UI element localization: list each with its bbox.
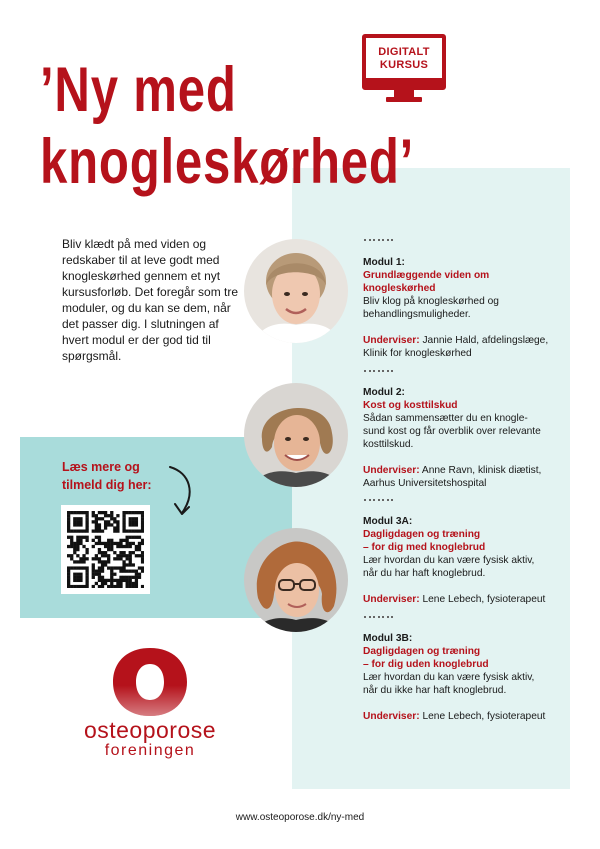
logo-word-1: osteoporose (83, 717, 217, 743)
badge-line-2: KURSUS (379, 59, 429, 71)
separator-dots (364, 616, 396, 619)
module-teacher (363, 334, 563, 347)
monitor-icon (362, 34, 446, 90)
teacher-name: Anne Ravn, klinisk diætist, (419, 465, 542, 476)
teacher-affiliation: Aarhus Universitetshospital (363, 478, 487, 489)
cta-line-1: Læs mere og (62, 460, 140, 474)
qr-code[interactable] (61, 505, 150, 594)
module-teacher (363, 593, 563, 606)
module-body: sund kost og får overblik over relevante (363, 426, 541, 437)
module-heading: Modul 3A: (363, 516, 413, 527)
module-subtitle: Dagligdagen og træning (363, 529, 481, 540)
separator-dots (364, 239, 396, 242)
teacher-name: Lene Lebech, fysioterapeut (419, 711, 546, 722)
module-subtitle: knogleskørhed (363, 283, 436, 294)
separator-dots (364, 370, 396, 373)
page-title (40, 54, 414, 198)
module-body: når du har haft knoglebrud. (363, 568, 486, 579)
module-body: Bliv klog på knogleskørhed og (363, 296, 499, 307)
teacher-label: Underviser: (363, 465, 420, 476)
separator-dots (364, 499, 396, 502)
module-heading: Modul 2: (363, 387, 405, 398)
module-body: Lær hvordan du kan være fysisk aktiv, (363, 672, 535, 683)
badge-line-1: DIGITALT (378, 46, 430, 58)
teacher-label: Underviser: (363, 711, 420, 722)
title-line-2: knogleskørhed’ (40, 127, 415, 197)
teacher-label: Underviser: (363, 335, 420, 346)
logo-word-2: foreningen (104, 742, 196, 759)
digital-course-badge (362, 34, 446, 104)
module-subtitle: – for dig med knoglebrud (363, 542, 486, 553)
module-3a (363, 515, 563, 606)
module-heading: Modul 1: (363, 257, 405, 268)
intro-text: Bliv klædt på med viden og redskaber til at leve godt med knogleskørhed gennem et nyt kursusforløb. Det foregår som tre moduler, og du kan se dem, når det passer dig. I slutningen af hvert modul er der god tid til spørgsmål. (62, 237, 239, 363)
footer-url[interactable]: www.osteoporose.dk/ny-med (235, 812, 365, 823)
module-body: Sådan sammensætter du en knogle- (363, 413, 528, 424)
cta-line-2: tilmeld dig her: (62, 478, 152, 492)
module-3b (363, 632, 563, 723)
module-subtitle: Dagligdagen og træning (363, 646, 481, 657)
module-subtitle: – for dig uden knoglebrud (363, 659, 489, 670)
module-1 (363, 256, 563, 360)
module-body: Lær hvordan du kan være fysisk aktiv, (363, 555, 535, 566)
teacher-label: Underviser: (363, 594, 420, 605)
module-teacher (363, 464, 563, 477)
module-body: behandlingsmuligheder. (363, 309, 471, 320)
module-heading: Modul 3B: (363, 633, 413, 644)
logo-o-icon (111, 646, 189, 718)
portrait-lene-lebech (244, 528, 348, 632)
module-body: kosttilskud. (363, 439, 414, 450)
teacher-affiliation: Klinik for knogleskørhed (363, 348, 472, 359)
portrait-jannie-hald (244, 239, 348, 343)
signup-call-to-action (62, 458, 152, 494)
module-2 (363, 386, 563, 490)
title-line-1: ’Ny med (40, 55, 237, 125)
module-subtitle: Grundlæggende viden om (363, 270, 490, 281)
module-teacher (363, 710, 563, 723)
teacher-name: Jannie Hald, afdelingslæge, (419, 335, 549, 346)
teacher-name: Lene Lebech, fysioterapeut (419, 594, 546, 605)
portrait-anne-ravn (244, 383, 348, 487)
osteoporose-logo (80, 646, 220, 761)
module-body: når du ikke har haft knoglebrud. (363, 685, 507, 696)
curved-arrow-icon (164, 463, 200, 519)
module-subtitle: Kost og kosttilskud (363, 400, 458, 411)
